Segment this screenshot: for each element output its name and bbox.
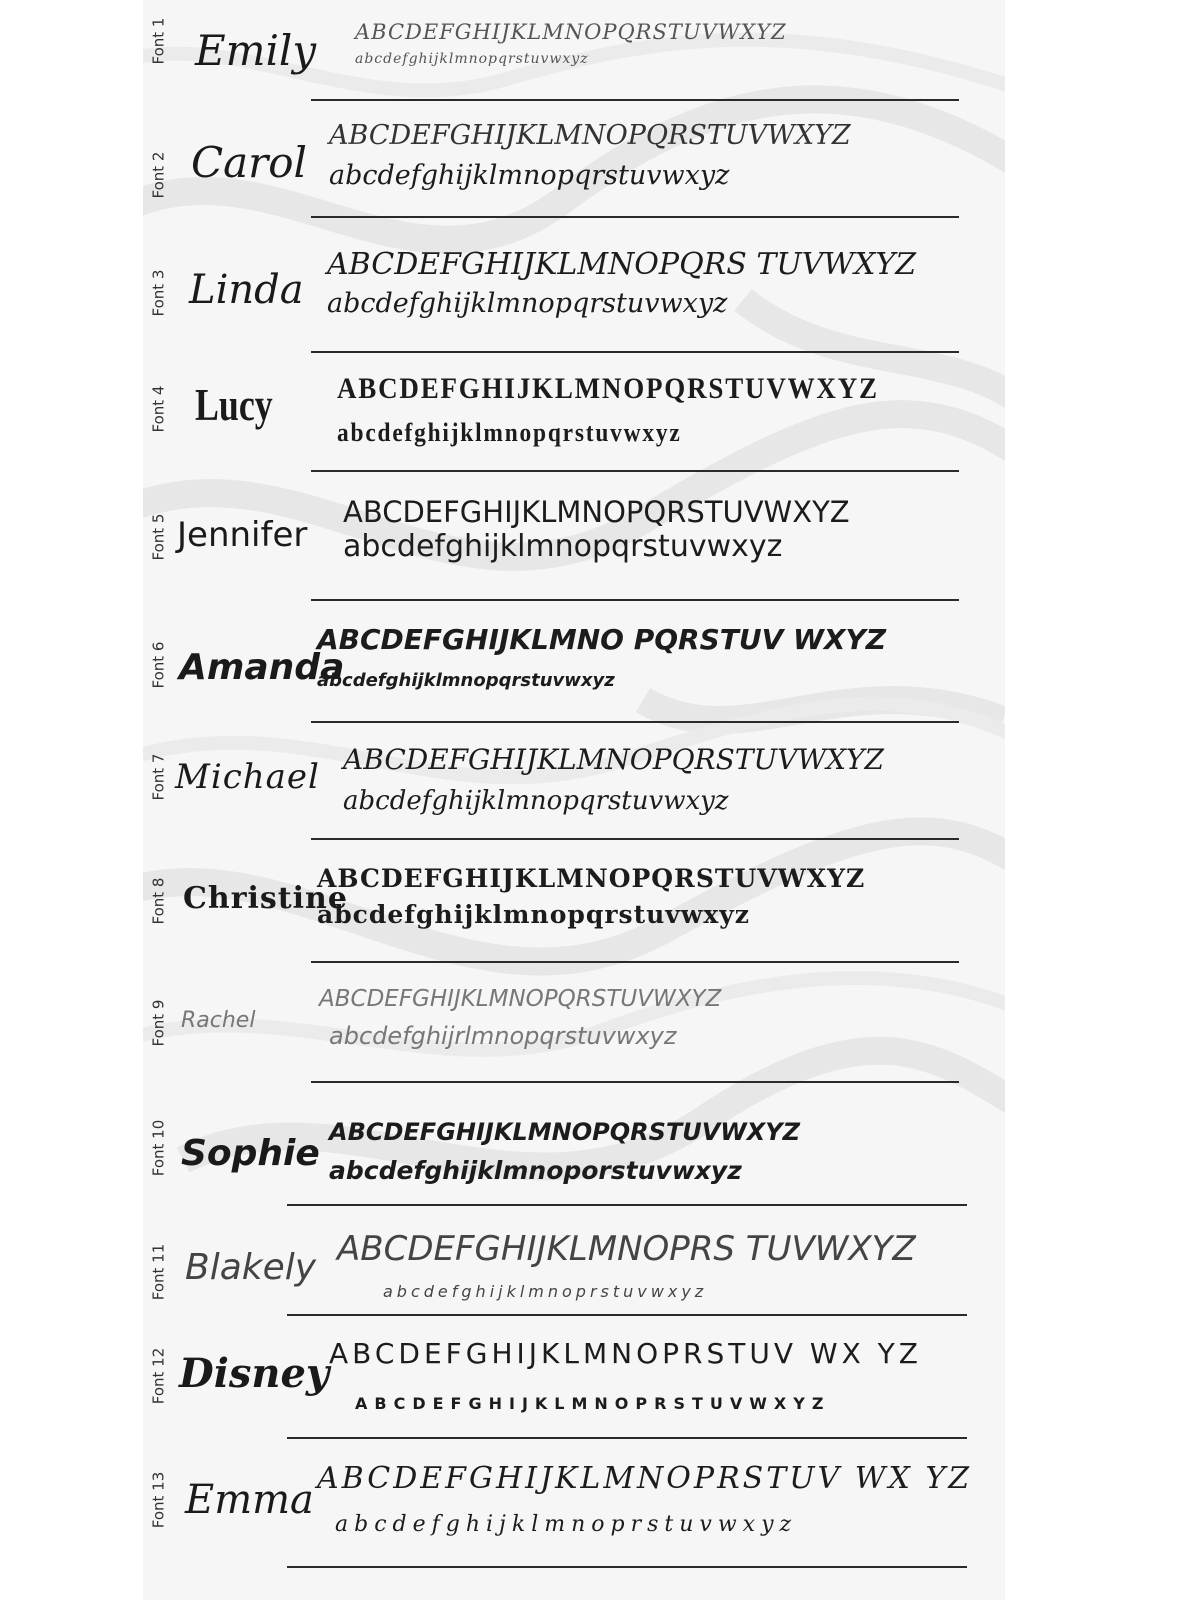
sample-name: Blakely (185, 1247, 317, 1288)
separator-line (311, 216, 959, 218)
font-tag: Font 1 (149, 17, 168, 65)
sample-name: Rachel (181, 1008, 256, 1033)
font-tag: Font 4 (149, 385, 168, 433)
uppercase-alphabet: ABCDEFGHIJKLMNOPRSTUV WX YZ (317, 1461, 973, 1496)
sample-name: Jennifer (177, 515, 308, 555)
separator-line (311, 470, 959, 472)
font-tag: Font 2 (149, 151, 168, 199)
lowercase-alphabet: abcdefghijklmnopqrstuvwxyz (317, 900, 750, 929)
font-tag: Font 11 (149, 1243, 168, 1301)
uppercase-alphabet: ABCDEFGHIJKLMNO PQRSTUV WXYZ (317, 623, 887, 656)
font-tag: Font 3 (149, 269, 168, 317)
separator-line (311, 838, 959, 840)
lowercase-alphabet: abcdefghijklmnoprstuvwxyz (383, 1282, 708, 1301)
uppercase-alphabet: ABCDEFGHIJKLMNOPQRSTUVWXYZ (337, 372, 879, 405)
sample-name: Disney (179, 1350, 330, 1397)
sample-name: Amanda (179, 647, 345, 688)
lowercase-alphabet: abcdefghijklmnoprstuvwxyz (335, 1512, 798, 1537)
separator-line (287, 1204, 967, 1206)
sample-name: Carol (191, 138, 307, 187)
sample-name: Emma (185, 1477, 314, 1523)
uppercase-alphabet: ABCDEFGHIJKLMNOPQRSTUVWXYZ (317, 864, 866, 893)
lowercase-alphabet: abcdefghijrlmnopqrstuvwxyz (329, 1022, 677, 1050)
lowercase-alphabet: abcdefghijklmnopqrstuvwxyz (327, 288, 728, 319)
uppercase-alphabet: ABCDEFGHIJKLMNOPQRSTUVWXYZ (343, 495, 850, 529)
uppercase-alphabet: ABCDEFGHIJKLMNOPQRSTUVWXYZ (329, 120, 851, 151)
font-tag: Font 13 (149, 1471, 168, 1529)
separator-line (311, 961, 959, 963)
lowercase-alphabet: abcdefghijklmnopqrstuvwxyz (329, 160, 730, 191)
lowercase-alphabet: ABCDEFGHIJKLMNOPRSTUVWXYZ (355, 1394, 831, 1413)
separator-line (311, 351, 959, 353)
sample-name: Emily (195, 26, 317, 75)
sample-name: Linda (189, 267, 304, 313)
font-tag: Font 6 (149, 641, 168, 689)
uppercase-alphabet: ABCDEFGHIJKLMNOPQRSTUVWXYZ (329, 1118, 801, 1146)
separator-line (311, 1081, 959, 1083)
uppercase-alphabet: ABCDEFGHIJKLMNOPQRSTUVWXYZ (319, 986, 722, 1012)
uppercase-alphabet: ABCDEFGHIJKLMNOPQRSTUVWXYZ (355, 20, 787, 44)
separator-line (287, 1314, 967, 1316)
lowercase-alphabet: abcdefghijklmnopqrstuvwxyz (343, 786, 729, 816)
uppercase-alphabet: ABCDEFGHIJKLMNOPQRSTUVWXYZ (343, 743, 884, 776)
uppercase-alphabet: ABCDEFGHIJKLMNOPQRS TUVWXYZ (327, 247, 917, 282)
sample-name: Michael (175, 757, 320, 797)
lowercase-alphabet: abcdefghijklmnopqrstuvwxyz (317, 670, 615, 691)
uppercase-alphabet: ABCDEFGHIJKLMNOPRSTUV WX YZ (329, 1337, 922, 1370)
font-tag: Font 10 (149, 1119, 168, 1177)
lowercase-alphabet: abcdefghijklmnopqrstuvwxyz (343, 529, 783, 564)
separator-line (311, 721, 959, 723)
separator-line (287, 1437, 967, 1439)
font-tag: Font 7 (149, 753, 168, 801)
font-tag: Font 5 (149, 513, 168, 561)
lowercase-alphabet: abcdefghijklmnopqrstuvwxyz (337, 418, 682, 447)
sample-name: Lucy (195, 379, 273, 430)
font-tag: Font 8 (149, 877, 168, 925)
separator-line (287, 1566, 967, 1568)
uppercase-alphabet: ABCDEFGHIJKLMNOPRS TUVWXYZ (337, 1229, 916, 1269)
font-tag: Font 12 (149, 1347, 168, 1405)
lowercase-alphabet: abcdefghijklmnopqrstuvwxyz (355, 51, 589, 67)
sample-name: Christine (183, 881, 348, 916)
sample-name: Sophie (181, 1133, 320, 1174)
lowercase-alphabet: abcdefghijklmnoporstuvwxyz (329, 1156, 742, 1185)
separator-line (311, 99, 959, 101)
font-tag: Font 9 (149, 999, 168, 1047)
separator-line (311, 599, 959, 601)
